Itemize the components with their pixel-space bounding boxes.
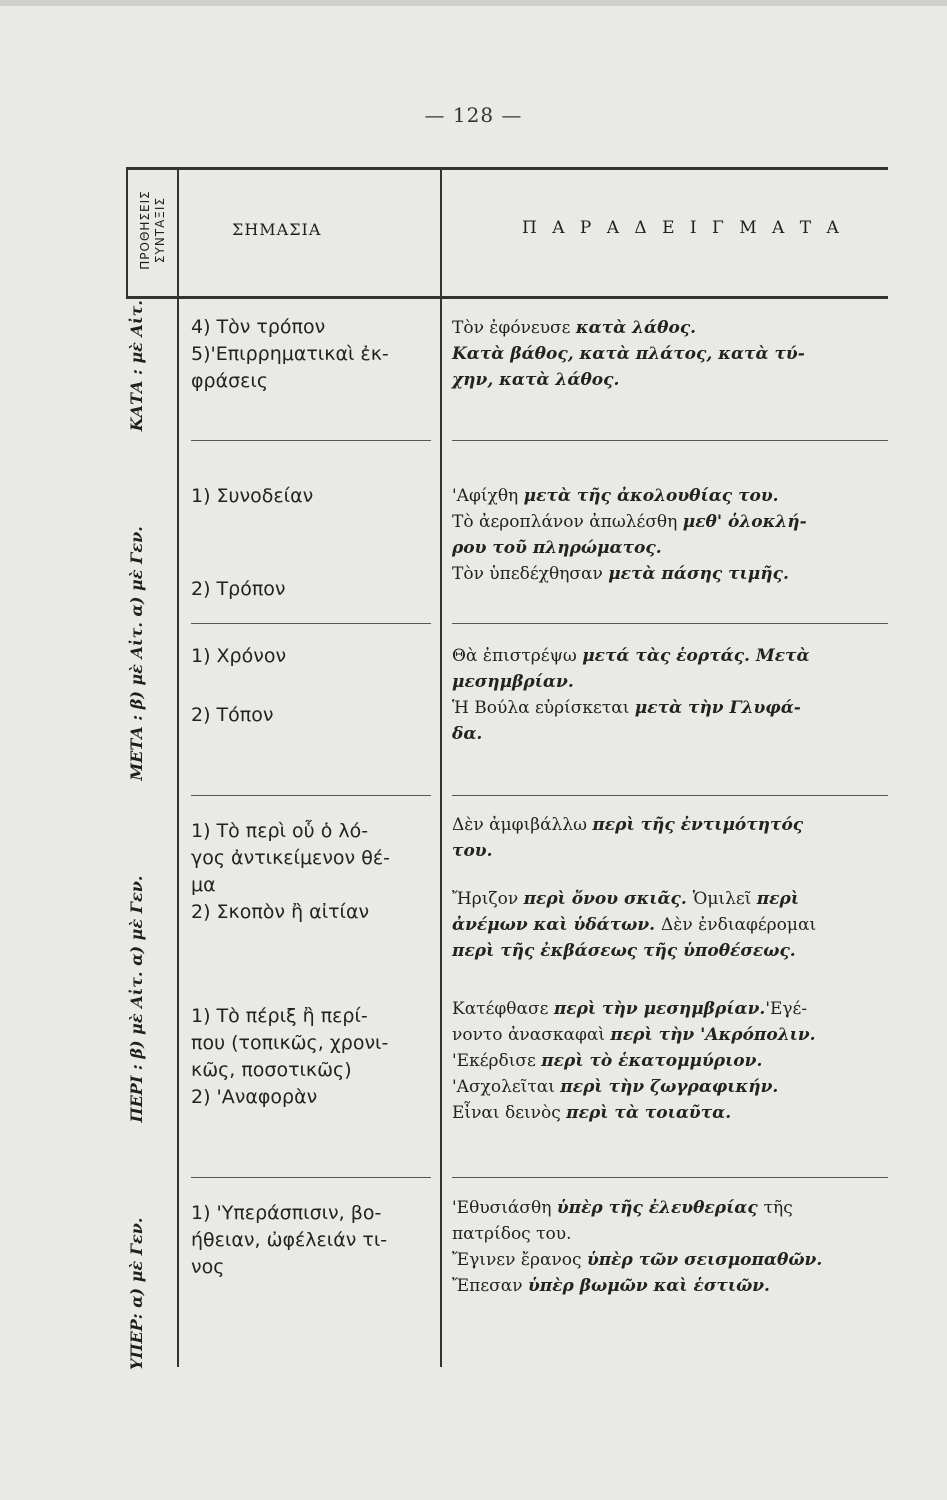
row-separator [452,795,888,796]
meaning-line: φράσεις [191,370,269,392]
example-cell-meta-acc [452,643,897,747]
meaning-cell-peri-gen [191,818,436,926]
example-line: μεσημβρίαν. [452,672,574,692]
meaning-line: που (τοπικῶς, χρονι- [191,1032,389,1054]
example-line: Κατέφθασε περὶ τὴν μεσημβρίαν.'Εγέ- [452,999,808,1019]
meaning-line: μα [191,874,216,896]
example-line: Ἔπεσαν ὑπὲρ βωμῶν καὶ ἑστιῶν. [452,1276,770,1296]
meaning-line: 1) Τὸ περὶ οὗ ὁ λό- [191,820,369,842]
meaning-cell-meta-acc [191,643,436,729]
meaning-line: 2) Τόπον [191,704,274,726]
example-cell-kata [452,315,897,393]
row-separator [452,623,888,624]
page-top-edge [0,0,947,6]
example-line: 'Ασχολεῖται περὶ τὴν ζωγραφικήν. [452,1077,779,1097]
meaning-cell-peri-acc [191,1003,436,1111]
example-line: Ἤριζον περὶ ὄνου σκιᾶς. Ὁμιλεῖ περὶ [452,889,800,909]
meaning-line: γος ἀντικείμενον θέ- [191,847,390,869]
meaning-line: 5)'Επιρρηματικαὶ ἐκ- [191,343,389,365]
example-line: του. [452,841,493,861]
example-line: Δὲν ἀμφιβάλλω περὶ τῆς ἐντιμότητός [452,815,804,835]
example-line: Ἔγινεν ἔρανος ὑπὲρ τῶν σεισμοπαθῶν. [452,1250,823,1270]
example-line: Κατὰ βάθος, κατὰ πλάτος, κατὰ τύ- [452,344,805,364]
example-line: νοντο ἀνασκαφαὶ περὶ τὴν 'Ακρόπολιν. [452,1025,816,1045]
row-separator [191,795,431,796]
side-label-peri: ΠΕΡΙ : β) μὲ Αἰτ. α) μὲ Γεν. [127,875,146,1123]
example-line: 'Αφίχθη μετὰ τῆς ἀκολουθίας του. [452,486,779,506]
meaning-line: 2) Σκοπὸν ἢ αἰτίαν [191,901,370,923]
header-syntax: ΣΥΝΤΑΞΙΣ [153,196,167,264]
meaning-cell-uper-gen [191,1200,436,1281]
example-line: Ἡ Βούλα εὑρίσκεται μετὰ τὴν Γλυφά- [452,698,801,718]
example-cell-peri-gen [452,812,897,964]
side-preposition-label [127,300,146,1370]
example-cell-meta-gen [452,483,897,587]
meaning-cell-meta-gen [191,483,436,603]
example-line: περὶ τῆς ἐκβάσεως τῆς ὑποθέσεως. [452,941,796,961]
example-line: πατρίδος του. [452,1224,572,1244]
example-line: Εἶναι δεινὸς περὶ τὰ τοιαῦτα. [452,1103,732,1123]
page-number: — 128 — [424,103,523,127]
meaning-line: 2) Τρόπον [191,578,286,600]
prepositions-syntax-header [128,160,178,300]
header-prepositions: ΠΡΟΘΗΣΕΙΣ [138,190,152,270]
example-line: Τὸ ἀεροπλάνον ἀπωλέσθη μεθ' ὁλοκλή- [452,512,807,532]
row-separator [452,440,888,441]
meaning-line: 4) Τὸν τρόπον [191,316,326,338]
header-meaning: ΣΗΜΑΣΙΑ [232,220,322,239]
meaning-cell-kata [191,314,436,395]
example-line: Τὸν ὑπεδέχθησαν μετὰ πάσης τιμῆς. [452,564,789,584]
side-label-uper: ΥΠΕΡ: α) μὲ Γεν. [127,1217,146,1370]
row-separator [191,440,431,441]
example-line: ἀνέμων καὶ ὑδάτων. Δὲν ἐνδιαφέρομαι [452,915,817,935]
meaning-line: κῶς, ποσοτικῶς) [191,1059,352,1081]
meaning-line: 1) Χρόνον [191,645,287,667]
row-separator [191,1177,431,1178]
side-label-meta: ΜΕΤΑ : β) μὲ Αἰτ. α) μὲ Γεν. [127,526,146,781]
example-line: Τὸν ἐφόνευσε κατὰ λάθος. [452,318,697,338]
meaning-line: νος [191,1256,225,1278]
example-line: δα. [452,724,483,744]
label-column-divider [177,167,179,1367]
example-cell-uper-gen [452,1195,897,1299]
meaning-line: 1) Τὸ πέριξ ἢ περί- [191,1005,368,1027]
example-line: 'Εκέρδισε περὶ τὸ ἑκατομμύριον. [452,1051,763,1071]
example-line: 'Εθυσιάσθη ὑπὲρ τῆς ἐλευθερίας τῆς [452,1198,793,1218]
meaning-line: 1) 'Υπεράσπισιν, βο- [191,1202,382,1224]
side-label-kata: ΚΑΤΑ : μὲ Αἰτ. [127,300,146,432]
example-cell-peri-acc [452,996,897,1126]
header-top-rule [128,167,888,170]
header-examples: Π Α Ρ Α Δ Ε Ι Γ Μ Α Τ Α [522,218,844,238]
row-separator [191,623,431,624]
example-line: Θὰ ἐπιστρέψω μετά τὰς ἑορτάς. Μετὰ [452,646,810,666]
row-separator [452,1177,888,1178]
example-line: ρου τοῦ πληρώματος. [452,538,662,558]
meaning-line: ήθειαν, ὠφέλειάν τι- [191,1229,388,1251]
meaning-line: 2) 'Αναφορὰν [191,1086,318,1108]
header-bottom-rule [128,296,888,299]
meaning-line: 1) Συνοδείαν [191,485,314,507]
meaning-column-divider [440,167,442,1367]
example-line: χην, κατὰ λάθος. [452,370,620,390]
